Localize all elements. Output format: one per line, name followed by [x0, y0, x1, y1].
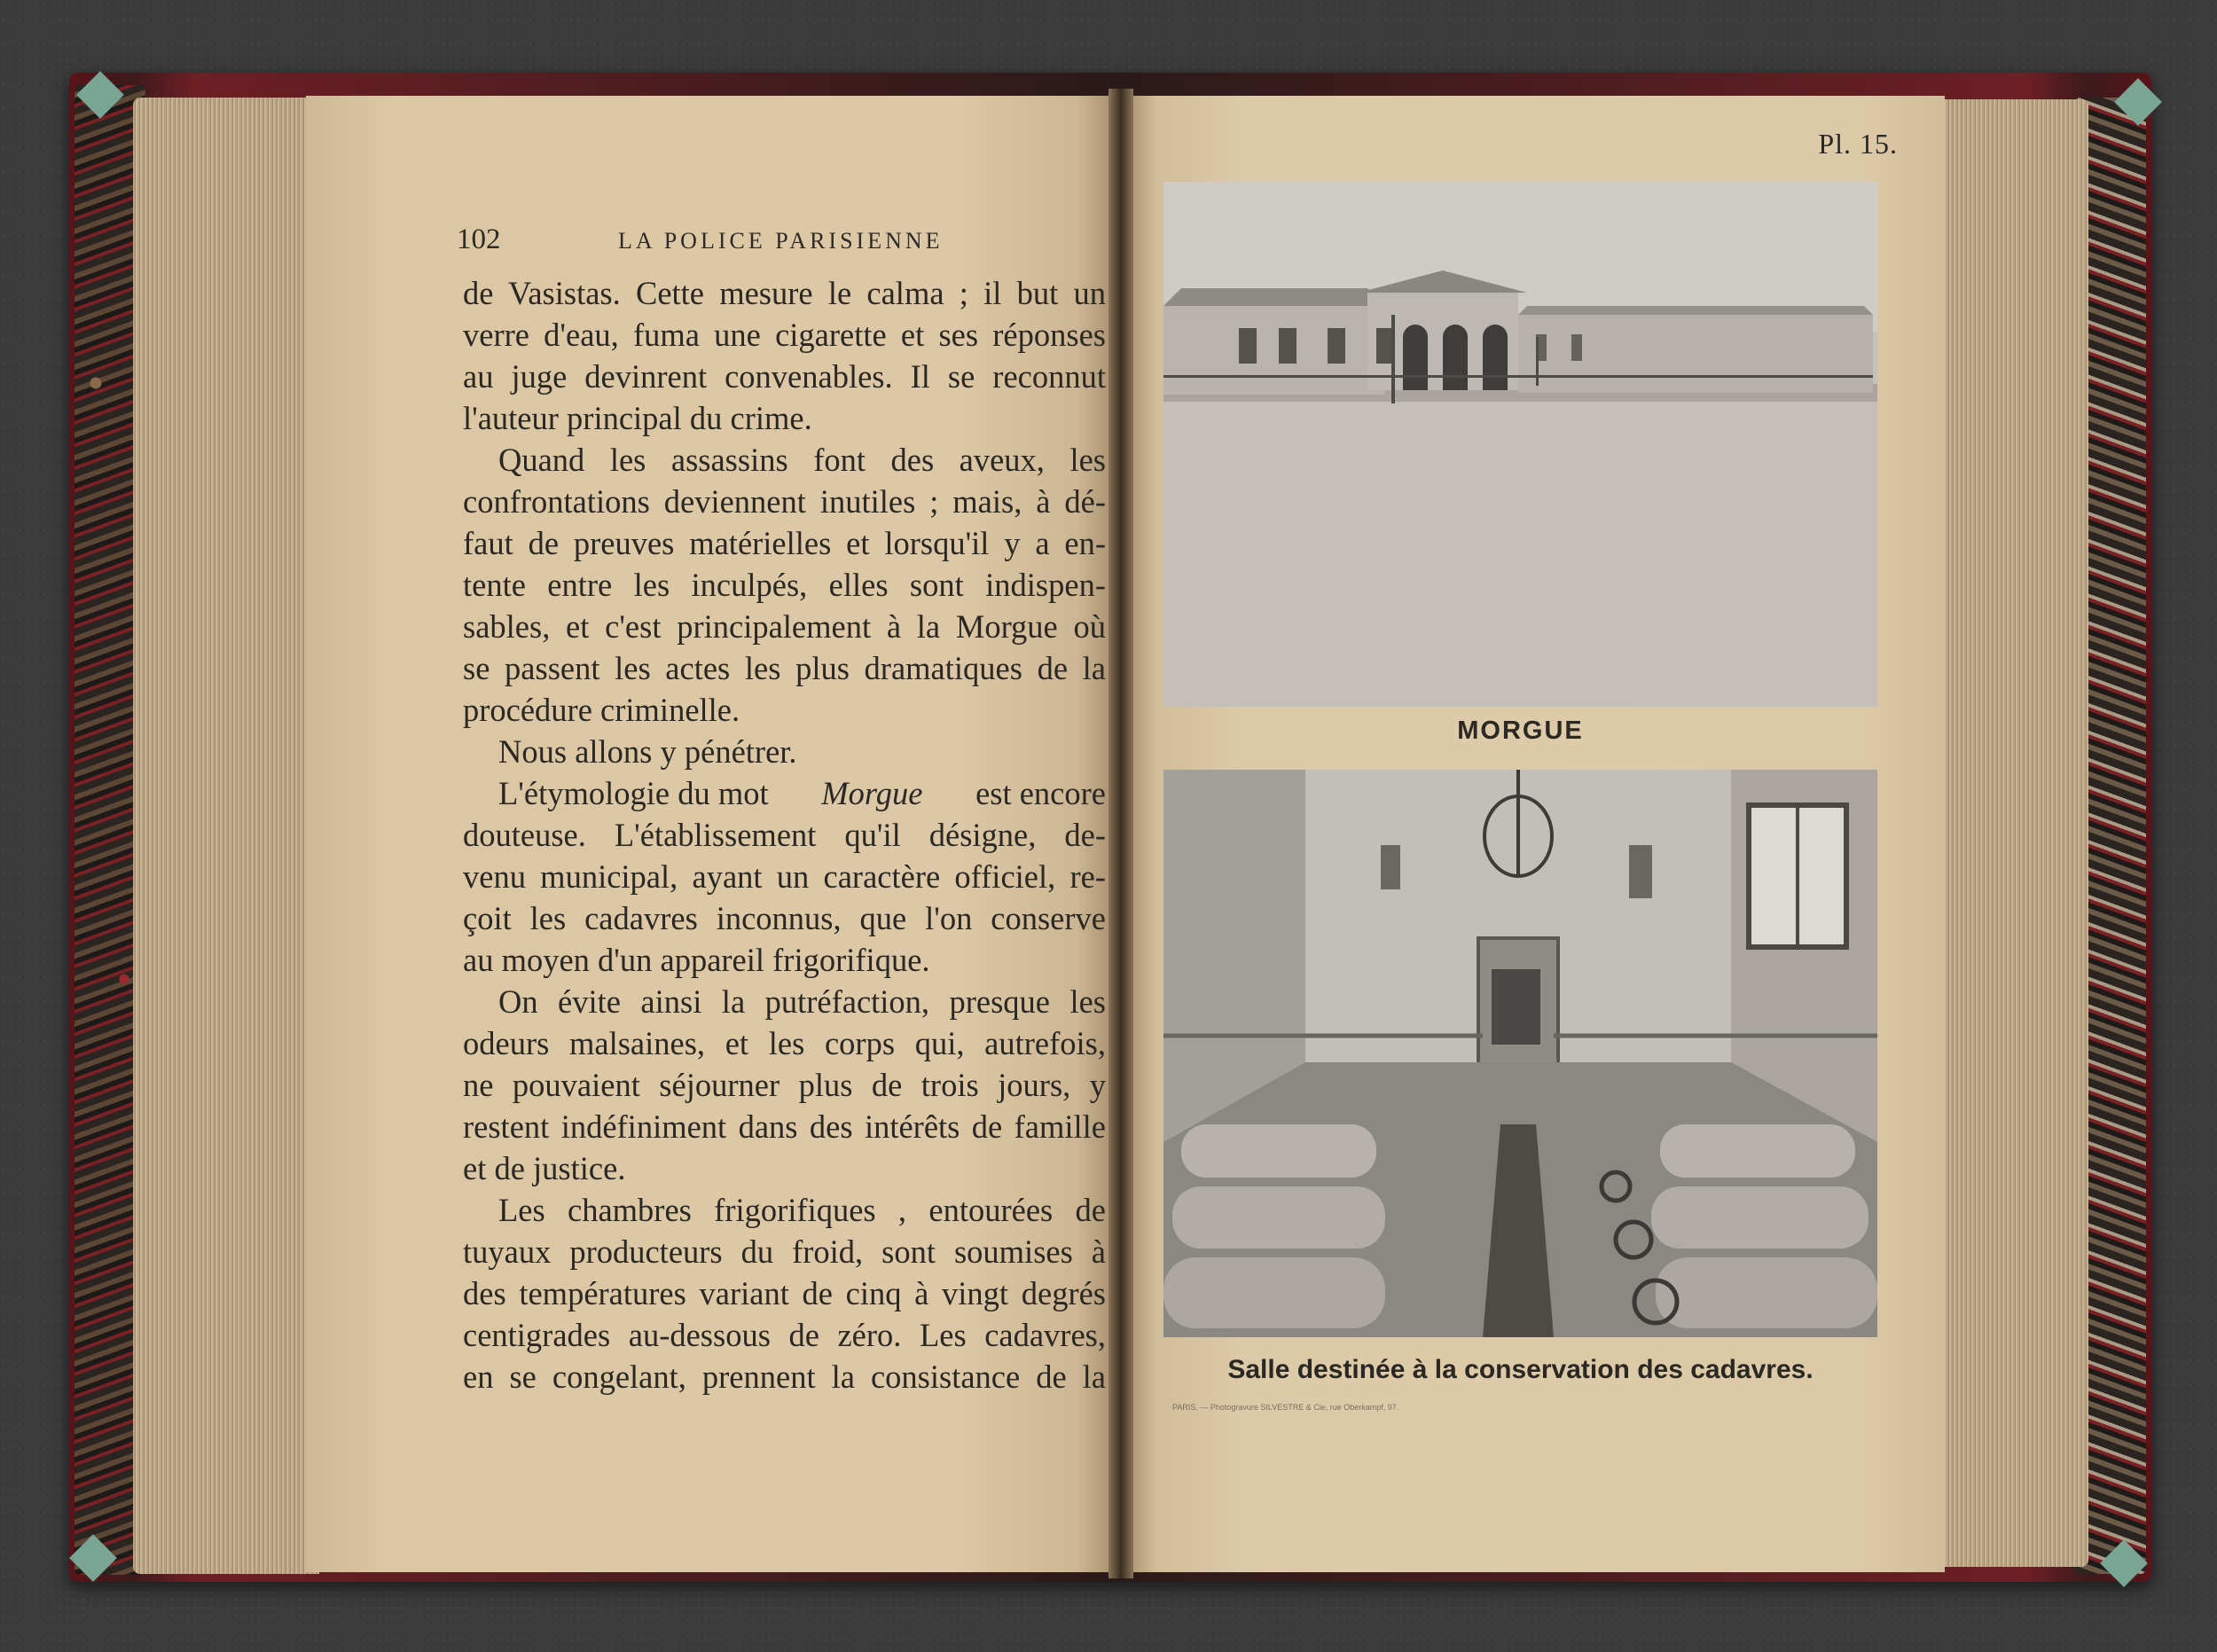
text-line: tente entre les inculpés, elles sont indispen-	[463, 567, 1106, 603]
text-line: au juge devinrent convenables. Il se reconnut	[463, 358, 1106, 395]
page-number: 102	[457, 223, 501, 255]
text-line: On évite ainsi la putréfaction, presque les	[498, 983, 1106, 1020]
book-gutter	[1108, 89, 1133, 1578]
text-line: centigrades au-dessous de zéro. Les cadavres,	[463, 1317, 1106, 1353]
text-line: douteuse. L'établissement qu'il désigne, de-	[463, 817, 1106, 853]
caption-salle: Salle destinée à la conservation des cadavres.	[1227, 1355, 1814, 1384]
text-line: Nous allons y pénétrer.	[498, 733, 797, 770]
text-line: tuyaux producteurs du froid, sont soumises à	[463, 1233, 1106, 1270]
page-edges-right	[1933, 99, 2088, 1567]
text-segment: L'étymologie du mot	[498, 775, 769, 811]
printer-credit: PARIS. — Photogravure SILVESTRE & Cie, rue Oberkampf, 97.	[1172, 1403, 1399, 1412]
text-line: restent indéfiniment dans des intérêts de famille	[463, 1108, 1106, 1145]
page-edges-left	[133, 98, 319, 1574]
text-line: en se congelant, prennent la consistance de la	[463, 1358, 1106, 1395]
text-line: faut de preuves matérielles et lorsqu'il y a en-	[463, 525, 1106, 561]
text-line: confrontations deviennent inutiles ; mais, à dé-	[463, 483, 1106, 520]
cold-room-interior-photo	[1163, 770, 1877, 1337]
text-line: Les chambres frigorifiques , entourées de	[498, 1192, 1106, 1228]
morgue-exterior-photo	[1163, 182, 1877, 707]
running-head	[457, 223, 1113, 259]
text-line: se passent les actes les plus dramatiques de la	[463, 650, 1106, 686]
plate-label: Pl. 15.	[1818, 128, 1898, 160]
text-segment: est encore	[975, 775, 1106, 811]
text-line: des températures variant de cinq à vingt degrés	[463, 1275, 1106, 1311]
body-text	[463, 272, 1106, 1398]
text-line: de Vasistas. Cette mesure le calma ; il but un	[463, 275, 1106, 311]
text-line: au moyen d'un appareil frigorifique.	[463, 942, 930, 978]
text-line-with-italic	[463, 772, 1106, 814]
morgue-building-illustration	[1163, 182, 1877, 707]
running-title: LA POLICE PARISIENNE	[618, 228, 944, 254]
caption-morgue: MORGUE	[1457, 716, 1584, 745]
text-line: odeurs malsaines, et les corps qui, autrefois,	[463, 1025, 1106, 1061]
text-line: procédure criminelle.	[463, 692, 740, 728]
text-line: çoit les cadavres inconnus, que l'on conserve	[463, 900, 1106, 936]
text-line: l'auteur principal du crime.	[463, 400, 812, 436]
italic-word-morgue: Morgue	[821, 775, 923, 811]
text-line: verre d'eau, fuma une cigarette et ses réponses	[463, 317, 1106, 353]
text-line: sables, et c'est principalement à la Morgue où	[463, 608, 1106, 645]
text-line: venu municipal, ayant un caractère officiel, re-	[463, 858, 1106, 895]
text-line: ne pouvaient séjourner plus de trois jours, y	[463, 1067, 1106, 1103]
cold-room-illustration	[1163, 770, 1877, 1337]
text-line: et de justice.	[463, 1150, 626, 1186]
text-line: Quand les assassins font des aveux, les	[498, 442, 1106, 478]
